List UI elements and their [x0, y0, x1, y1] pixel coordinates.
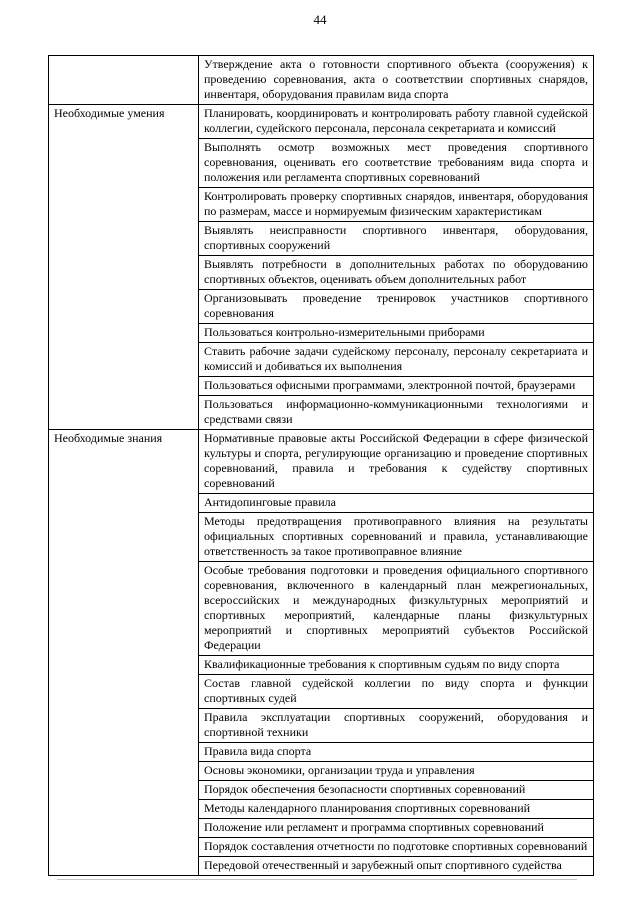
content-cell: Пользоваться офисными программами, электронной почтой, браузерами — [199, 377, 594, 396]
content-cell: Выявлять потребности в дополнительных работах по оборудованию спортивных объектов, оценивать объем дополнительных работ — [199, 256, 594, 290]
content-cell: Выявлять неисправности спортивного инвентаря, оборудования, спортивных сооружений — [199, 222, 594, 256]
content-cell: Передовой отечественный и зарубежный опыт спортивного судейства — [199, 857, 594, 876]
content-cell: Положение или регламент и программа спортивных соревнований — [199, 819, 594, 838]
group-label-cell: Необходимые знания — [49, 430, 199, 876]
content-cell: Методы календарного планирования спортивных соревнований — [199, 800, 594, 819]
content-cell: Пользоваться контрольно-измерительными приборами — [199, 324, 594, 343]
table-body — [49, 56, 594, 876]
page-bottom-rule — [57, 879, 577, 880]
content-cell: Утверждение акта о готовности спортивного объекта (сооружения) к проведению соревнования, акта о соответствии спортивных снарядов, инвентаря, оборудования правилам вида спорта — [199, 56, 594, 105]
content-cell: Порядок составления отчетности по подготовке спортивных соревнований — [199, 838, 594, 857]
empty-label-cell — [49, 56, 199, 105]
content-cell: Особые требования подготовки и проведения официального спортивного соревнования, включенного в календарный план межрегиональных, всероссийских и международных физкультурных мероприятий и спортивных мероприятий, календарные планы физкультурных мероприятий и спортивных мероприятий субъектов Российской Федерации — [199, 562, 594, 656]
requirements-table — [48, 55, 594, 876]
content-cell: Квалификационные требования к спортивным судьям по виду спорта — [199, 656, 594, 675]
content-cell: Порядок обеспечения безопасности спортивных соревнований — [199, 781, 594, 800]
group-label-cell: Необходимые умения — [49, 105, 199, 430]
content-cell: Основы экономики, организации труда и управления — [199, 762, 594, 781]
table-row — [49, 430, 594, 494]
table-row — [49, 56, 594, 105]
content-cell: Антидопинговые правила — [199, 494, 594, 513]
content-cell: Правила эксплуатации спортивных сооружений, оборудования и спортивной техники — [199, 709, 594, 743]
page-number: 44 — [313, 12, 327, 27]
content-cell: Пользоваться информационно-коммуникационными технологиями и средствами связи — [199, 396, 594, 430]
content-cell: Правила вида спорта — [199, 743, 594, 762]
table-row — [49, 105, 594, 139]
content-cell: Методы предотвращения противоправного влияния на результаты официальных спортивных соревнований и правила, устанавливающие ответственность за такое противоправное влияние — [199, 513, 594, 562]
content-cell: Контролировать проверку спортивных снарядов, инвентаря, оборудования по размерам, массе и нормируемым физическим характеристикам — [199, 188, 594, 222]
content-cell: Ставить рабочие задачи судейскому персоналу, персоналу секретариата и комиссий и добиваться их выполнения — [199, 343, 594, 377]
content-cell: Состав главной судейской коллегии по виду спорта и функции спортивных судей — [199, 675, 594, 709]
content-cell: Организовывать проведение тренировок участников спортивного соревнования — [199, 290, 594, 324]
content-cell: Выполнять осмотр возможных мест проведения спортивного соревнования, оценивать его соответствие требованиям вида спорта и положения или регламента спортивных соревнований — [199, 139, 594, 188]
content-cell: Нормативные правовые акты Российской Федерации в сфере физической культуры и спорта, регулирующие организацию и проведение спортивных соревнований, правила и требования к судейству спортивных соревнований — [199, 430, 594, 494]
content-cell: Планировать, координировать и контролировать работу главной судейской коллегии, судейского персонала, персонала секретариата и комиссий — [199, 105, 594, 139]
